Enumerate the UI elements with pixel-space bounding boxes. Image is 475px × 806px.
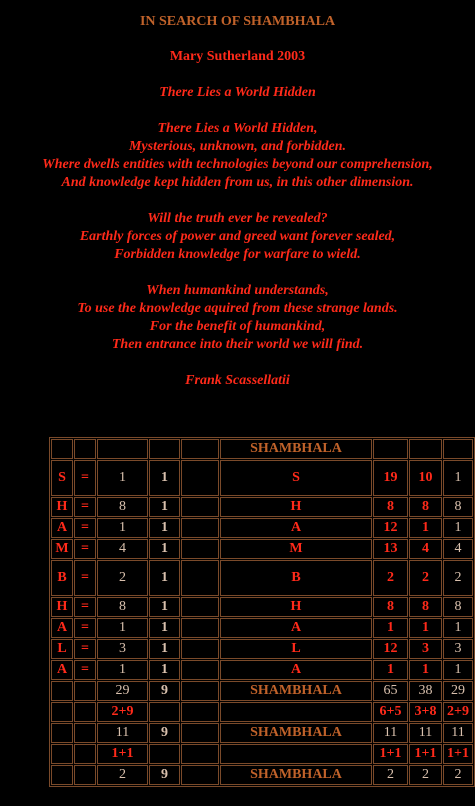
summary-row (51, 702, 473, 722)
value-cell: 2 (97, 765, 148, 785)
letter-cell: A (51, 660, 73, 680)
stanza-3 (0, 282, 475, 354)
table-cell (181, 681, 219, 701)
value-cell: 1 (149, 618, 180, 638)
value-cell: 4 (443, 539, 473, 559)
equals-cell: = (74, 539, 96, 559)
value-cell: 13 (373, 539, 408, 559)
value-cell: 1 (409, 518, 442, 538)
value-cell: 1 (149, 639, 180, 659)
equals-cell: = (74, 460, 96, 496)
value-cell: 11 (373, 723, 408, 743)
value-cell: 8 (443, 497, 473, 517)
value-cell: 12 (373, 639, 408, 659)
table-cell (74, 439, 96, 459)
value-cell: 1 (443, 518, 473, 538)
value-cell: 9 (149, 765, 180, 785)
shambhala-table (49, 437, 475, 787)
page-header: IN SEARCH OF SHAMBHALA (139, 14, 336, 29)
table-cell (181, 660, 219, 680)
table-cell (181, 460, 219, 496)
value-cell: 3 (97, 639, 148, 659)
value-cell: 1 (149, 560, 180, 596)
equals-cell: = (74, 660, 96, 680)
poem-line: Earthly forces of power and greed want forever sealed, (79, 229, 396, 244)
poem-line: Mysterious, unknown, and forbidden. (128, 139, 347, 154)
poem-line: Where dwells entities with technologies beyond our comprehension, (42, 157, 433, 172)
author-line: Mary Sutherland 2003 (169, 49, 306, 64)
value-cell: 2 (373, 765, 408, 785)
letter-mid-cell: A (220, 518, 372, 538)
value-cell: 1 (149, 597, 180, 617)
table-cell (74, 702, 96, 722)
table-row (51, 660, 473, 680)
poem-line: And knowledge kept hidden from us, in this other dimension. (61, 175, 414, 190)
poem-line: When humankind understands, (146, 283, 329, 298)
value-cell: 1+1 (409, 744, 442, 764)
summary-title-cell: SHAMBHALA (220, 723, 372, 743)
value-cell: 19 (373, 460, 408, 496)
table-cell (181, 702, 219, 722)
value-cell: 9 (149, 681, 180, 701)
value-cell: 2 (373, 560, 408, 596)
summary-title-cell: SHAMBHALA (220, 765, 372, 785)
stanza-1 (0, 120, 475, 192)
value-cell: 1 (149, 660, 180, 680)
letter-cell: H (51, 597, 73, 617)
value-cell: 2 (97, 560, 148, 596)
value-cell: 2 (443, 560, 473, 596)
poem-title: There Lies a World Hidden (159, 85, 316, 100)
summary-title-cell (220, 744, 372, 764)
table-row (51, 618, 473, 638)
letter-mid-cell: S (220, 460, 372, 496)
value-cell: 3 (443, 639, 473, 659)
value-cell: 8 (409, 497, 442, 517)
table-cell (181, 618, 219, 638)
value-cell: 1 (149, 518, 180, 538)
summary-title-cell: SHAMBHALA (220, 681, 372, 701)
table-cell (181, 744, 219, 764)
table-header-row (51, 439, 473, 459)
equals-cell: = (74, 639, 96, 659)
table-cell (149, 439, 180, 459)
value-cell: 2 (443, 765, 473, 785)
value-cell: 4 (97, 539, 148, 559)
table-row (51, 518, 473, 538)
table-cell (74, 744, 96, 764)
value-cell: 1+1 (97, 744, 148, 764)
table-cell (51, 439, 73, 459)
letter-cell: H (51, 497, 73, 517)
value-cell: 1 (443, 660, 473, 680)
value-cell: 65 (373, 681, 408, 701)
poem-line: There Lies a World Hidden, (157, 121, 318, 136)
table-cell (181, 497, 219, 517)
value-cell: 1 (149, 460, 180, 496)
table-row (51, 597, 473, 617)
equals-cell: = (74, 497, 96, 517)
table-cell (74, 723, 96, 743)
value-cell: 1 (97, 660, 148, 680)
table-cell (51, 681, 73, 701)
poem-line: Then entrance into their world we will find. (111, 337, 364, 352)
letter-cell: M (51, 539, 73, 559)
value-cell: 6+5 (373, 702, 408, 722)
value-cell (149, 702, 180, 722)
table-row (51, 539, 473, 559)
value-cell: 11 (409, 723, 442, 743)
equals-cell: = (74, 560, 96, 596)
letter-cell: L (51, 639, 73, 659)
value-cell: 11 (443, 723, 473, 743)
table-cell (181, 723, 219, 743)
signature: Frank Scassellatii (185, 373, 290, 388)
equals-cell: = (74, 597, 96, 617)
table-row (51, 497, 473, 517)
summary-row (51, 723, 473, 743)
value-cell: 1+1 (443, 744, 473, 764)
letter-mid-cell: L (220, 639, 372, 659)
value-cell: 38 (409, 681, 442, 701)
value-cell: 8 (373, 597, 408, 617)
table-cell (373, 439, 408, 459)
value-cell: 29 (97, 681, 148, 701)
value-cell: 1+1 (373, 744, 408, 764)
letter-mid-cell: A (220, 618, 372, 638)
value-cell: 9 (149, 723, 180, 743)
letter-cell: S (51, 460, 73, 496)
summary-row (51, 744, 473, 764)
table-header-title: SHAMBHALA (220, 439, 372, 459)
letter-mid-cell: H (220, 597, 372, 617)
value-cell (149, 744, 180, 764)
poem-line: To use the knowledge aquired from these strange lands. (77, 301, 398, 316)
table-row (51, 639, 473, 659)
value-cell: 8 (97, 497, 148, 517)
value-cell: 2 (409, 560, 442, 596)
poem-line: Forbidden knowledge for warfare to wield. (114, 247, 361, 262)
table-cell (51, 723, 73, 743)
value-cell: 1 (149, 539, 180, 559)
table-cell (51, 702, 73, 722)
value-cell: 11 (97, 723, 148, 743)
table-cell (181, 560, 219, 596)
table-cell (97, 439, 148, 459)
value-cell: 3+8 (409, 702, 442, 722)
table-cell (51, 765, 73, 785)
value-cell: 8 (373, 497, 408, 517)
poem-line: Will the truth ever be revealed? (147, 211, 328, 226)
summary-title-cell (220, 702, 372, 722)
equals-cell: = (74, 618, 96, 638)
letter-mid-cell: H (220, 497, 372, 517)
table-row (51, 560, 473, 596)
table-cell (181, 765, 219, 785)
value-cell: 29 (443, 681, 473, 701)
value-cell: 1 (373, 618, 408, 638)
value-cell: 12 (373, 518, 408, 538)
table-cell (181, 439, 219, 459)
table-cell (409, 439, 442, 459)
summary-row (51, 765, 473, 785)
summary-row (51, 681, 473, 701)
stanza-2 (0, 210, 475, 264)
value-cell: 8 (97, 597, 148, 617)
letter-cell: A (51, 618, 73, 638)
letter-mid-cell: M (220, 539, 372, 559)
value-cell: 1 (373, 660, 408, 680)
value-cell: 2+9 (443, 702, 473, 722)
table-row (51, 460, 473, 496)
value-cell: 1 (409, 660, 442, 680)
value-cell: 1 (97, 518, 148, 538)
letter-cell: B (51, 560, 73, 596)
value-cell: 1 (443, 460, 473, 496)
value-cell: 3 (409, 639, 442, 659)
value-cell: 8 (409, 597, 442, 617)
table-cell (181, 597, 219, 617)
value-cell: 8 (443, 597, 473, 617)
value-cell: 10 (409, 460, 442, 496)
table-cell (443, 439, 473, 459)
value-cell: 1 (97, 460, 148, 496)
value-cell: 2+9 (97, 702, 148, 722)
value-cell: 4 (409, 539, 442, 559)
value-cell: 1 (443, 618, 473, 638)
value-cell: 2 (409, 765, 442, 785)
equals-cell: = (74, 518, 96, 538)
table-cell (74, 681, 96, 701)
table-cell (181, 518, 219, 538)
letter-mid-cell: A (220, 660, 372, 680)
letter-cell: A (51, 518, 73, 538)
value-cell: 1 (97, 618, 148, 638)
value-cell: 1 (149, 497, 180, 517)
table-cell (181, 639, 219, 659)
poem-line: For the benefit of humankind, (149, 319, 326, 334)
letter-mid-cell: B (220, 560, 372, 596)
table-cell (74, 765, 96, 785)
value-cell: 1 (409, 618, 442, 638)
table-cell (181, 539, 219, 559)
table-cell (51, 744, 73, 764)
